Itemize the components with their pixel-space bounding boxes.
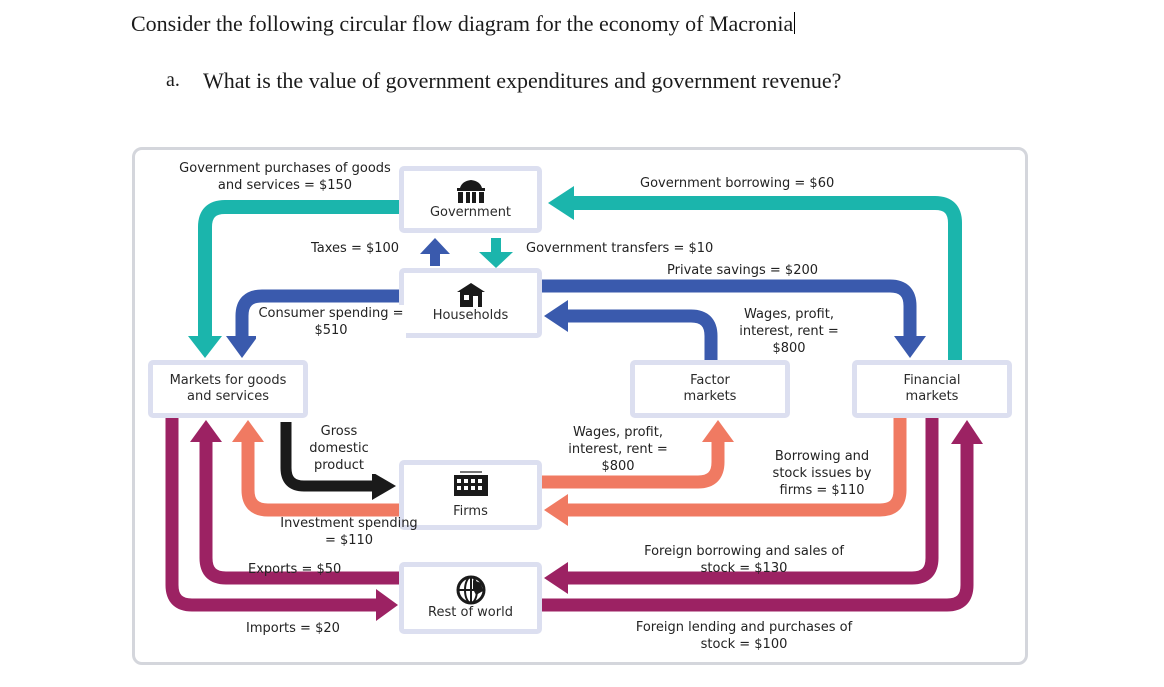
investment-arrowhead: [232, 420, 264, 442]
exports-label: Exports = $50: [248, 562, 342, 577]
imports-arrowhead: [376, 589, 398, 621]
transfers-flow: [491, 238, 501, 254]
private-savings-arrowhead: [894, 336, 926, 358]
consumer-spending-label: Consumer spending = $510: [256, 305, 406, 339]
gov-borrowing-label: Government borrowing = $60: [640, 176, 835, 191]
households-label: Households: [432, 308, 509, 323]
firms-label: Firms: [453, 504, 488, 519]
foreign-borrowing-label: Foreign borrowing and sales of stock = $130: [644, 544, 844, 576]
factor-markets-box: [630, 360, 790, 418]
gdp-arrowhead: [372, 472, 396, 500]
taxes-flow: [430, 252, 440, 266]
gov-borrowing-arrowhead: [548, 186, 574, 220]
foreign-borrowing-arrowhead: [544, 562, 568, 594]
consumer-spending-arrowhead: [226, 336, 258, 358]
globe-icon: [456, 575, 486, 605]
borrowing-firms-label: Borrowing and stock issues by firms = $110: [772, 449, 872, 498]
transfers-label: Government transfers = $10: [526, 241, 714, 256]
wages-households-arrowhead: [544, 300, 568, 332]
house-icon: [456, 282, 486, 308]
list-marker: a.: [166, 69, 180, 91]
rest-of-world-box: [399, 562, 542, 634]
government-label: Government: [429, 204, 512, 220]
question-text-content: Consider the following circular flow diagram for the economy of Macronia: [131, 11, 794, 36]
financial-markets-label: Financial markets: [903, 373, 961, 404]
government-box: [399, 166, 542, 233]
markets-goods-label: Markets for goods and services: [169, 373, 287, 404]
markets-goods-box: [148, 360, 308, 418]
households-box: [399, 268, 542, 338]
exports-arrowhead: [190, 420, 222, 442]
wages-households-label: Wages, profit, interest, rent = $800: [739, 307, 839, 356]
question-item-a: What is the value of government expenditures and government revenue?: [203, 68, 842, 93]
gov-purchases-arrowhead: [188, 336, 222, 358]
wages-firms-arrowhead: [702, 420, 734, 442]
factor-markets-label: Factor markets: [683, 373, 737, 404]
private-savings-label: Private savings = $200: [667, 263, 819, 278]
taxes-label: Taxes = $100: [311, 241, 400, 256]
foreign-lending-label: Foreign lending and purchases of stock = $100: [635, 620, 853, 652]
transfers-arrowhead: [479, 252, 513, 268]
government-building-icon: [454, 179, 488, 205]
financial-markets-box: [852, 360, 1012, 418]
gov-purchases-label: Government purchases of goods and services = $150: [179, 161, 391, 193]
taxes-arrowhead: [420, 238, 450, 254]
wages-firms-label: Wages, profit, interest, rent = $800: [568, 425, 668, 474]
foreign-lending-arrowhead: [951, 420, 983, 444]
imports-label: Imports = $20: [246, 621, 340, 636]
factory-icon: [452, 470, 490, 498]
borrowing-firms-arrowhead: [544, 494, 568, 526]
rest-of-world-label: Rest of world: [428, 605, 513, 620]
investment-label: Investment spending = $110: [280, 516, 418, 548]
wages-households-flow: [566, 316, 711, 360]
gdp-label: Gross domestic product: [298, 423, 380, 474]
